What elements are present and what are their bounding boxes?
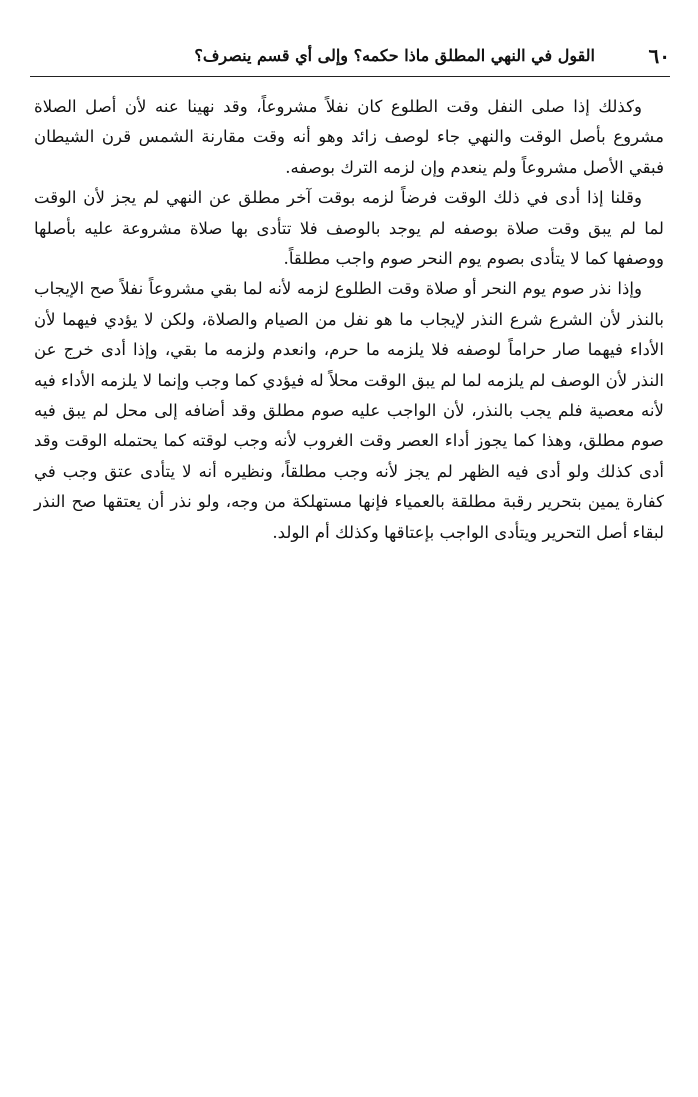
page-number: ٦٠ <box>648 44 670 68</box>
paragraph-3: وإذا نذر صوم يوم النحر أو صلاة وقت الطلوع لزمه لأنه لما بقي مشروعاً نفلاً صح الإيجاب بالنذر لأن الشرع شرع النذر لإيجاب ما هو نفل من الصيام والصلاة، ولكن لا يؤدي فيهما لأن الأداء فيهما صار حراماً لوصفه فلا يلزمه ما حرم، وانعدم ولزمه ما بقي، وإذا أدى خرج عن النذر لأن الوصف لم يلزمه لما لم يبق الوقت محلاً له فيؤدي كما وجب وإنما لا يلزمه الأداء فيه لأنه معصية فلم يجب بالنذر، لأن الواجب عليه صوم مطلق وقد أضافه إلى محل لم يبق فيه صوم مطلق، وهذا كما يجوز أداء العصر وقت الغروب لأنه وجب لوقته كما يحتمله الوقت وقد أدى كذلك ولو أدى فيه الظهر لم يجز لأنه وجب مطلقاً، ونظيره أنه لا يتأدى عتق وجب في كفارة يمين بتحرير رقبة مطلقة بالعمياء فإنها مستهلكة من وجه، ولو نذر أن يعتقها صح النذر لبقاء أصل التحرير ويتأدى الواجب بإعتاقها وكذلك أم الولد. <box>34 279 664 542</box>
header-divider <box>30 76 670 77</box>
paragraph-1: وكذلك إذا صلى النفل وقت الطلوع كان نفلاً مشروعاً، وقد نهينا عنه لأن أصل الصلاة مشروع بأصل الوقت والنهي جاء لوصف زائد وهو أنه وقت مقارنة الشمس قرن الشيطان فبقي الأصل مشروعاً ولم ينعدم وإن لزمه الترك بوصفه. <box>34 97 664 177</box>
running-title: القول في النهي المطلق ماذا حكمه؟ وإلى أي قسم ينصرف؟ <box>194 46 595 65</box>
page-body <box>34 92 664 548</box>
paragraph-2: وقلنا إذا أدى في ذلك الوقت فرضاً لزمه بوقت آخر مطلق عن النهي لم يجز لأن الوقت لما لم يبق وقت صلاة بوصفه لم يوجد بالوصف فلا تتأدى بها صلاة مشروعة عليه بأصلها ووصفها كما لا يتأدى بصوم يوم النحر صوم واجب مطلقاً. <box>34 188 664 269</box>
page-header <box>30 38 670 74</box>
